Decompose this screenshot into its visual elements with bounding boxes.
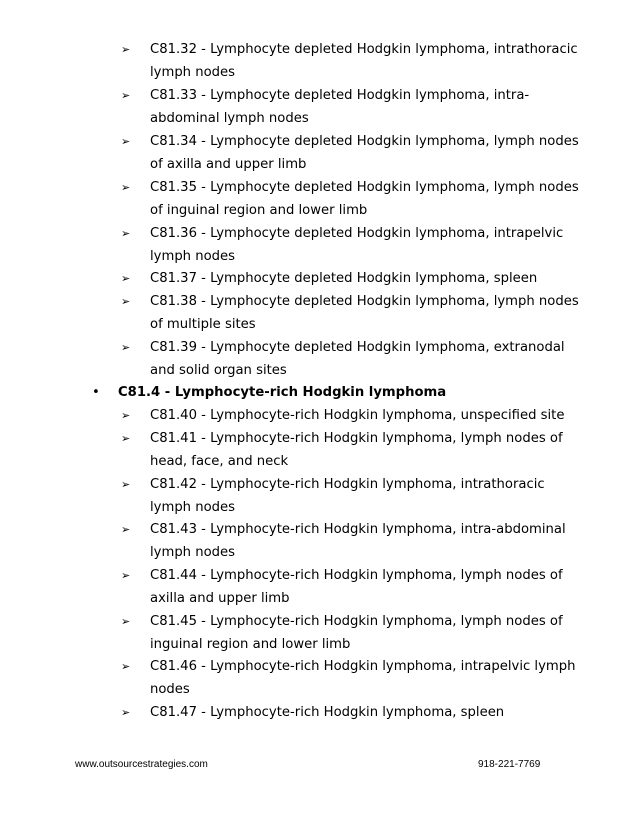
arrow-bullet-icon: ➢ bbox=[121, 615, 131, 628]
arrow-bullet-icon: ➢ bbox=[121, 569, 131, 582]
arrow-bullet-icon: ➢ bbox=[121, 341, 131, 354]
list-item bbox=[121, 177, 581, 222]
list-item-text: C81.46 - Lymphocyte-rich Hodgkin lymphoma, intrapelvic lymph nodes bbox=[150, 659, 576, 697]
arrow-bullet-icon: ➢ bbox=[121, 272, 131, 285]
arrow-bullet-icon: ➢ bbox=[121, 523, 131, 536]
list-item bbox=[121, 268, 581, 291]
arrow-bullet-icon: ➢ bbox=[121, 478, 131, 491]
arrow-bullet-icon: ➢ bbox=[121, 660, 131, 673]
list-item bbox=[121, 223, 581, 268]
section-heading-text: C81.4 - Lymphocyte-rich Hodgkin lymphoma bbox=[118, 385, 447, 400]
list-item bbox=[121, 131, 581, 176]
list-item-text: C81.40 - Lymphocyte-rich Hodgkin lymphoma, unspecified site bbox=[150, 408, 565, 423]
arrow-bullet-icon: ➢ bbox=[121, 89, 131, 102]
list-item bbox=[121, 39, 581, 84]
list-item-text: C81.41 - Lymphocyte-rich Hodgkin lymphoma, lymph nodes of head, face, and neck bbox=[150, 431, 563, 469]
list-item bbox=[121, 405, 581, 428]
arrow-bullet-icon: ➢ bbox=[121, 706, 131, 719]
list-item bbox=[121, 519, 581, 564]
list-item bbox=[121, 428, 581, 473]
list-item-text: C81.37 - Lymphocyte depleted Hodgkin lymphoma, spleen bbox=[150, 271, 538, 286]
arrow-bullet-icon: ➢ bbox=[121, 432, 131, 445]
list-item-text: C81.47 - Lymphocyte-rich Hodgkin lymphoma, spleen bbox=[150, 705, 505, 720]
list-item bbox=[121, 337, 581, 382]
list-item-text: C81.35 - Lymphocyte depleted Hodgkin lymphoma, lymph nodes of inguinal region and lower limb bbox=[150, 180, 579, 218]
arrow-bullet-icon: ➢ bbox=[121, 409, 131, 422]
list-item bbox=[121, 291, 581, 336]
arrow-bullet-icon: ➢ bbox=[121, 295, 131, 308]
arrow-bullet-icon: ➢ bbox=[121, 135, 131, 148]
list-item-text: C81.39 - Lymphocyte depleted Hodgkin lymphoma, extranodal and solid organ sites bbox=[150, 340, 565, 378]
list-item bbox=[121, 474, 581, 519]
list-item-text: C81.44 - Lymphocyte-rich Hodgkin lymphoma, lymph nodes of axilla and upper limb bbox=[150, 568, 563, 606]
list-item-text: C81.36 - Lymphocyte depleted Hodgkin lymphoma, intrapelvic lymph nodes bbox=[150, 226, 564, 264]
list-item bbox=[121, 702, 581, 725]
list-item bbox=[121, 611, 581, 656]
list-item-text: C81.32 - Lymphocyte depleted Hodgkin lymphoma, intrathoracic lymph nodes bbox=[150, 42, 578, 80]
footer-website: www.outsourcestrategies.com bbox=[75, 759, 208, 770]
bullet-dot-icon: • bbox=[92, 385, 100, 400]
list-item-text: C81.42 - Lymphocyte-rich Hodgkin lymphoma, intrathoracic lymph nodes bbox=[150, 477, 545, 515]
list-item bbox=[121, 85, 581, 130]
list-item bbox=[121, 565, 581, 610]
list-item-text: C81.33 - Lymphocyte depleted Hodgkin lymphoma, intra-abdominal lymph nodes bbox=[150, 88, 530, 126]
section-heading bbox=[92, 382, 572, 405]
list-item bbox=[121, 656, 581, 701]
arrow-bullet-icon: ➢ bbox=[121, 43, 131, 56]
arrow-bullet-icon: ➢ bbox=[121, 227, 131, 240]
footer-phone: 918-221-7769 bbox=[478, 759, 541, 770]
list-item-text: C81.38 - Lymphocyte depleted Hodgkin lymphoma, lymph nodes of multiple sites bbox=[150, 294, 579, 332]
list-item-text: C81.34 - Lymphocyte depleted Hodgkin lymphoma, lymph nodes of axilla and upper limb bbox=[150, 134, 579, 172]
list-item-text: C81.43 - Lymphocyte-rich Hodgkin lymphoma, intra-abdominal lymph nodes bbox=[150, 522, 566, 560]
list-item-text: C81.45 - Lymphocyte-rich Hodgkin lymphoma, lymph nodes of inguinal region and lower limb bbox=[150, 614, 563, 652]
arrow-bullet-icon: ➢ bbox=[121, 181, 131, 194]
